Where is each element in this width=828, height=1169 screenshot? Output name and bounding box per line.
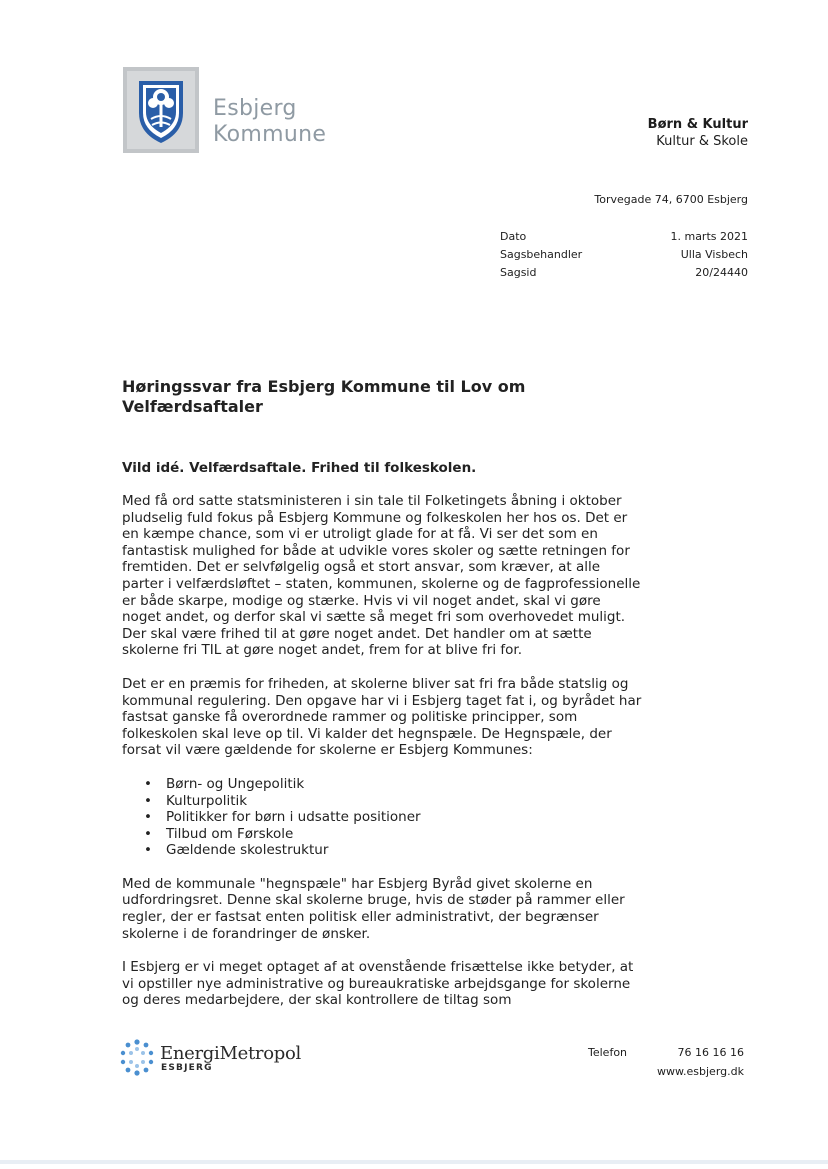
organization-name [213,96,326,148]
energimetropol-logo-icon [118,1037,156,1077]
document-subheading: Vild idé. Velfærdsaftale. Frihed til folkeskolen. [122,460,477,476]
phone-label: Telefon [588,1046,628,1059]
list-item: • Politikker for børn i udsatte positioner [166,809,642,826]
meta-value: 20/24440 [695,266,748,279]
meta-value: 1. marts 2021 [670,230,748,243]
list-item: • Gældende skolestruktur [166,842,642,859]
paragraph: I Esbjerg er vi meget optaget af at ovenstående frisættelse ikke betyder, at vi opstiller nye administrative og bureaukratiske arbejdsgange for skolerne og deres medarbejdere, der skal kontrollere de tiltag som [122,959,634,1009]
meta-row-case-id [500,264,748,282]
list-item: • Kulturpolitik [166,793,642,810]
document-body [122,493,642,1026]
meta-row-date [500,228,748,246]
paragraph: Med de kommunale "hegnspæle" har Esbjerg Byråd givet skolerne en udfordringsret. Denne skal skolerne bruge, hvis de støder på rammer eller regler, der er fastsat enten politisk eller administrativt, der begrænser skolerne i de forandringer de ønsker. [122,875,625,942]
paragraph: Med få ord satte statsministeren i sin tale til Folketingets åbning i oktober pludselig fuld fokus på Esbjerg Kommune og folkeskolen her hos os. Det er en kæmpe chance, som vi er utroligt glade for at få. Vi ser det som en fantastisk mulighed for både at udvikle vores skoler og sætte retningen for fremtiden. Det er selvfølgelig også et stort ansvar, som kræver, at alle parter i velfærdsløftet – staten, kommunen, skolerne og de fagprofessionelle er både skarpe, modige og stærke. Hvis vi vil noget andet, skal vi gøre noget andet, og derfor skal vi sætte så meget fri som overhovedet muligt. Der skal være frihed til at gøre noget andet. Det handler om at sætte skolerne fri TIL at gøre noget andet, frem for at blive fri for. [122,493,641,659]
meta-label: Dato [500,230,527,243]
meta-value: Ulla Visbech [680,248,748,261]
phone-number: 76 16 16 16 [677,1046,744,1059]
scan-edge-band [0,1160,828,1164]
footer-contact [588,1043,744,1081]
org-name-line1: Esbjerg [213,96,297,121]
document-title: Høringssvar fra Esbjerg Kommune til Lov om Velfærdsaftaler [122,377,526,416]
footer-brand-name: EnergiMetropol [160,1043,301,1064]
meta-row-case-officer [500,246,748,264]
org-name-line2: Kommune [213,122,327,147]
department-name: Børn & Kultur [647,117,748,132]
list-item: • Tilbud om Førskole [166,826,642,843]
sub-department-name: Kultur & Skole [656,134,748,149]
meta-label: Sagsbehandler [500,248,583,261]
footer-brand-sub: ESBJERG [161,1063,213,1073]
list-item: • Børn- og Ungepolitik [166,776,642,793]
address: Torvegade 74, 6700 Esbjerg [594,193,748,206]
esbjerg-crest-logo [123,67,199,153]
footer-phone-row [588,1043,744,1062]
bullet-list [122,776,642,859]
meta-label: Sagsid [500,266,537,279]
case-metadata [500,228,748,282]
website-link[interactable]: www.esbjerg.dk [657,1065,744,1078]
paragraph: Det er en præmis for friheden, at skolerne bliver sat fri fra både statslig og kommunal regulering. Den opgave har vi i Esbjerg taget fat i, og byrådet har fastsat ganske få overordnede rammer og politiske principper, som folkeskolen skal leve op til. Vi kalder det hegnspæle. De Hegnspæle, der forsat vil være gældende for skolerne er Esbjerg Kommunes: [122,675,642,759]
department-block [648,116,748,150]
